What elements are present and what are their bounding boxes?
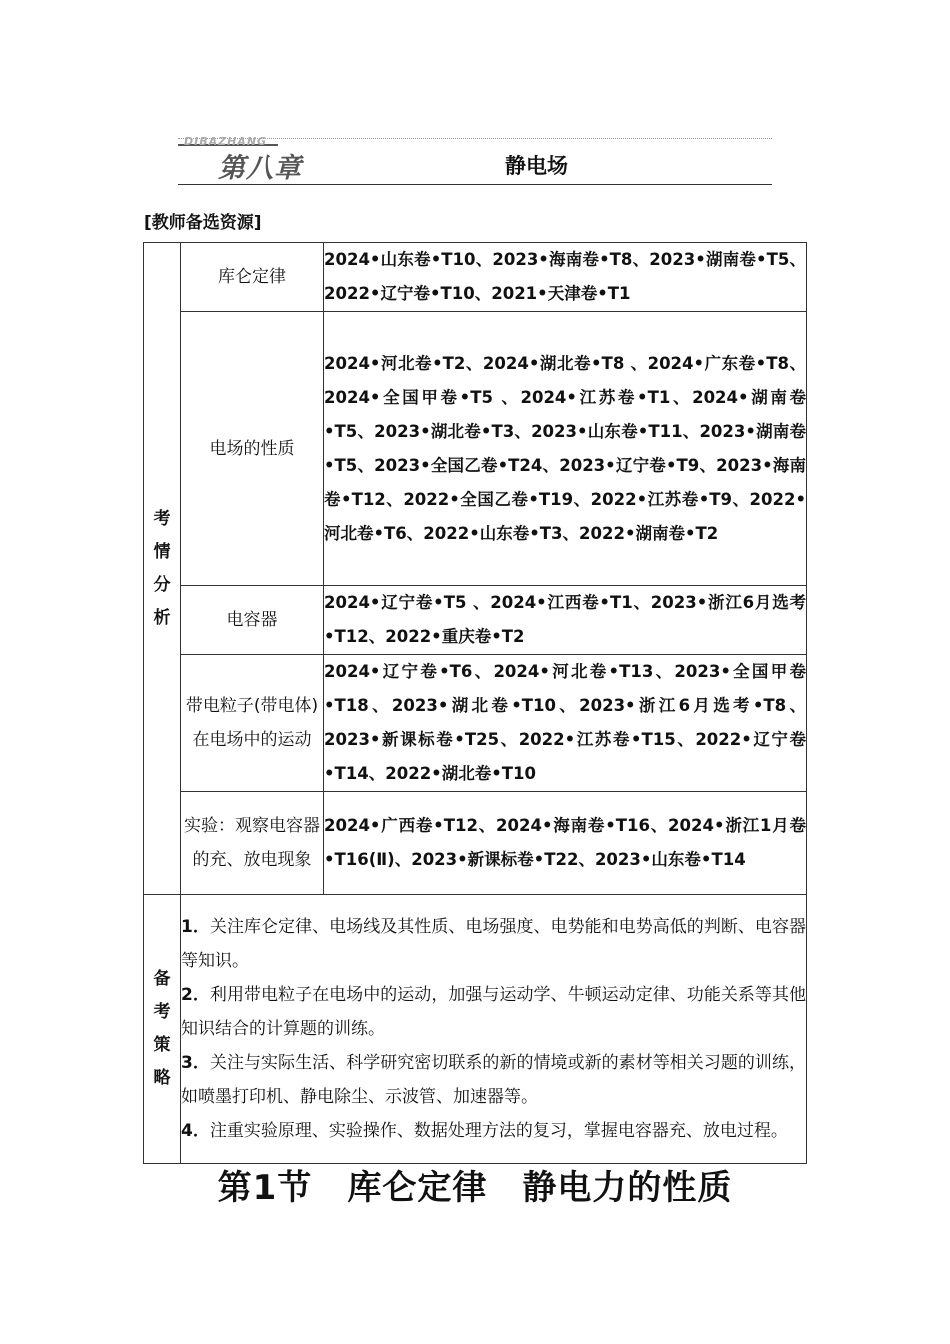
strategy-item xyxy=(181,1114,806,1148)
refs-cell: 2024•辽宁卷•T5 、2024•江西卷•T1、2023•浙江6月选考•T12、2022•重庆卷•T2 xyxy=(324,586,807,655)
strategy-item-text: 利用带电粒子在电场中的运动，加强与运动学、牛顿运动定律、功能关系等其他知识结合的计算题的训练。 xyxy=(181,985,806,1039)
topic-cell: 电容器 xyxy=(181,586,324,655)
topic-cell: 实验：观察电容器的充、放电现象 xyxy=(181,792,324,895)
strategy-group-text: 备 考 策 略 xyxy=(153,969,171,1088)
strategy-item-text: 关注库仑定律、电场线及其性质、电场强度、电势能和电势高低的判断、电容器等知识。 xyxy=(181,917,806,971)
table-row xyxy=(144,586,807,655)
strategy-item-text: 注重实验原理、实验操作、数据处理方法的复习，掌握电容器充、放电过程。 xyxy=(209,1121,788,1141)
exam-analysis-table xyxy=(143,242,807,1164)
strategy-item-number: 3． xyxy=(181,1053,210,1073)
refs-cell: 2024•辽宁卷•T6、2024•河北卷•T13、2023•全国甲卷•T18、2023•湖北卷•T10、2023•浙江6月选考•T8、2023•新课标卷•T25、2022•江苏卷•T15、2022•辽宁卷•T14、2022•湖北卷•T10 xyxy=(324,655,807,792)
header-bottom-rule xyxy=(178,184,772,185)
strategy-item xyxy=(181,1046,806,1114)
topic-cell: 库仑定律 xyxy=(181,243,324,312)
refs-cell: 2024•河北卷•T2、2024•湖北卷•T8 、2024•广东卷•T8、2024•全国甲卷•T5 、2024•江苏卷•T1、2024•湖南卷•T5、2023•湖北卷•T3、2023•山东卷•T11、2023•湖南卷•T5、2023•全国乙卷•T24、2023•辽宁卷•T9、2023•海南卷•T12、2022•全国乙卷•T19、2022•江苏卷•T9、2022•河北卷•T6、2022•山东卷•T3、2022•湖南卷•T2 xyxy=(324,312,807,586)
refs-cell: 2024•广西卷•T12、2024•海南卷•T16、2024•浙江1月卷•T16(Ⅱ)、2023•新课标卷•T22、2023•山东卷•T14 xyxy=(324,792,807,895)
strategy-item xyxy=(181,978,806,1046)
chapter-title: 静电场 xyxy=(505,154,568,178)
strategy-item-text: 关注与实际生活、科学研究密切联系的新的情境或新的素材等相关习题的训练，如喷墨打印机、静电除尘、示波管、加速器等。 xyxy=(181,1053,806,1107)
chapter-pinyin: DIBAZHANG xyxy=(184,135,268,148)
chapter-header xyxy=(178,134,772,186)
chapter-label: 第八章 xyxy=(218,153,302,184)
table-row xyxy=(144,243,807,312)
strategy-group-label xyxy=(144,895,181,1164)
strategy-item-number: 4． xyxy=(181,1121,210,1141)
resource-label: [教师备选资源] xyxy=(144,213,262,233)
strategy-cell xyxy=(181,895,807,1164)
topic-cell: 带电粒子(带电体)在电场中的运动 xyxy=(181,655,324,792)
topic-cell: 电场的性质 xyxy=(181,312,324,586)
table-row xyxy=(144,792,807,895)
table-row xyxy=(144,312,807,586)
strategy-item xyxy=(181,910,806,978)
strategy-item-number: 2． xyxy=(181,985,210,1005)
strategy-item-number: 1． xyxy=(181,917,210,937)
table-row xyxy=(144,655,807,792)
table-row xyxy=(144,895,807,1164)
analysis-group-label xyxy=(144,243,181,895)
refs-cell: 2024•山东卷•T10、2023•海南卷•T8、2023•湖南卷•T5、2022•辽宁卷•T10、2021•天津卷•T1 xyxy=(324,243,807,312)
analysis-group-text: 考 情 分 析 xyxy=(153,508,171,628)
section-title: 第1节 库仑定律 静电力的性质 xyxy=(217,1168,733,1208)
header-dotted-rule xyxy=(178,138,772,139)
